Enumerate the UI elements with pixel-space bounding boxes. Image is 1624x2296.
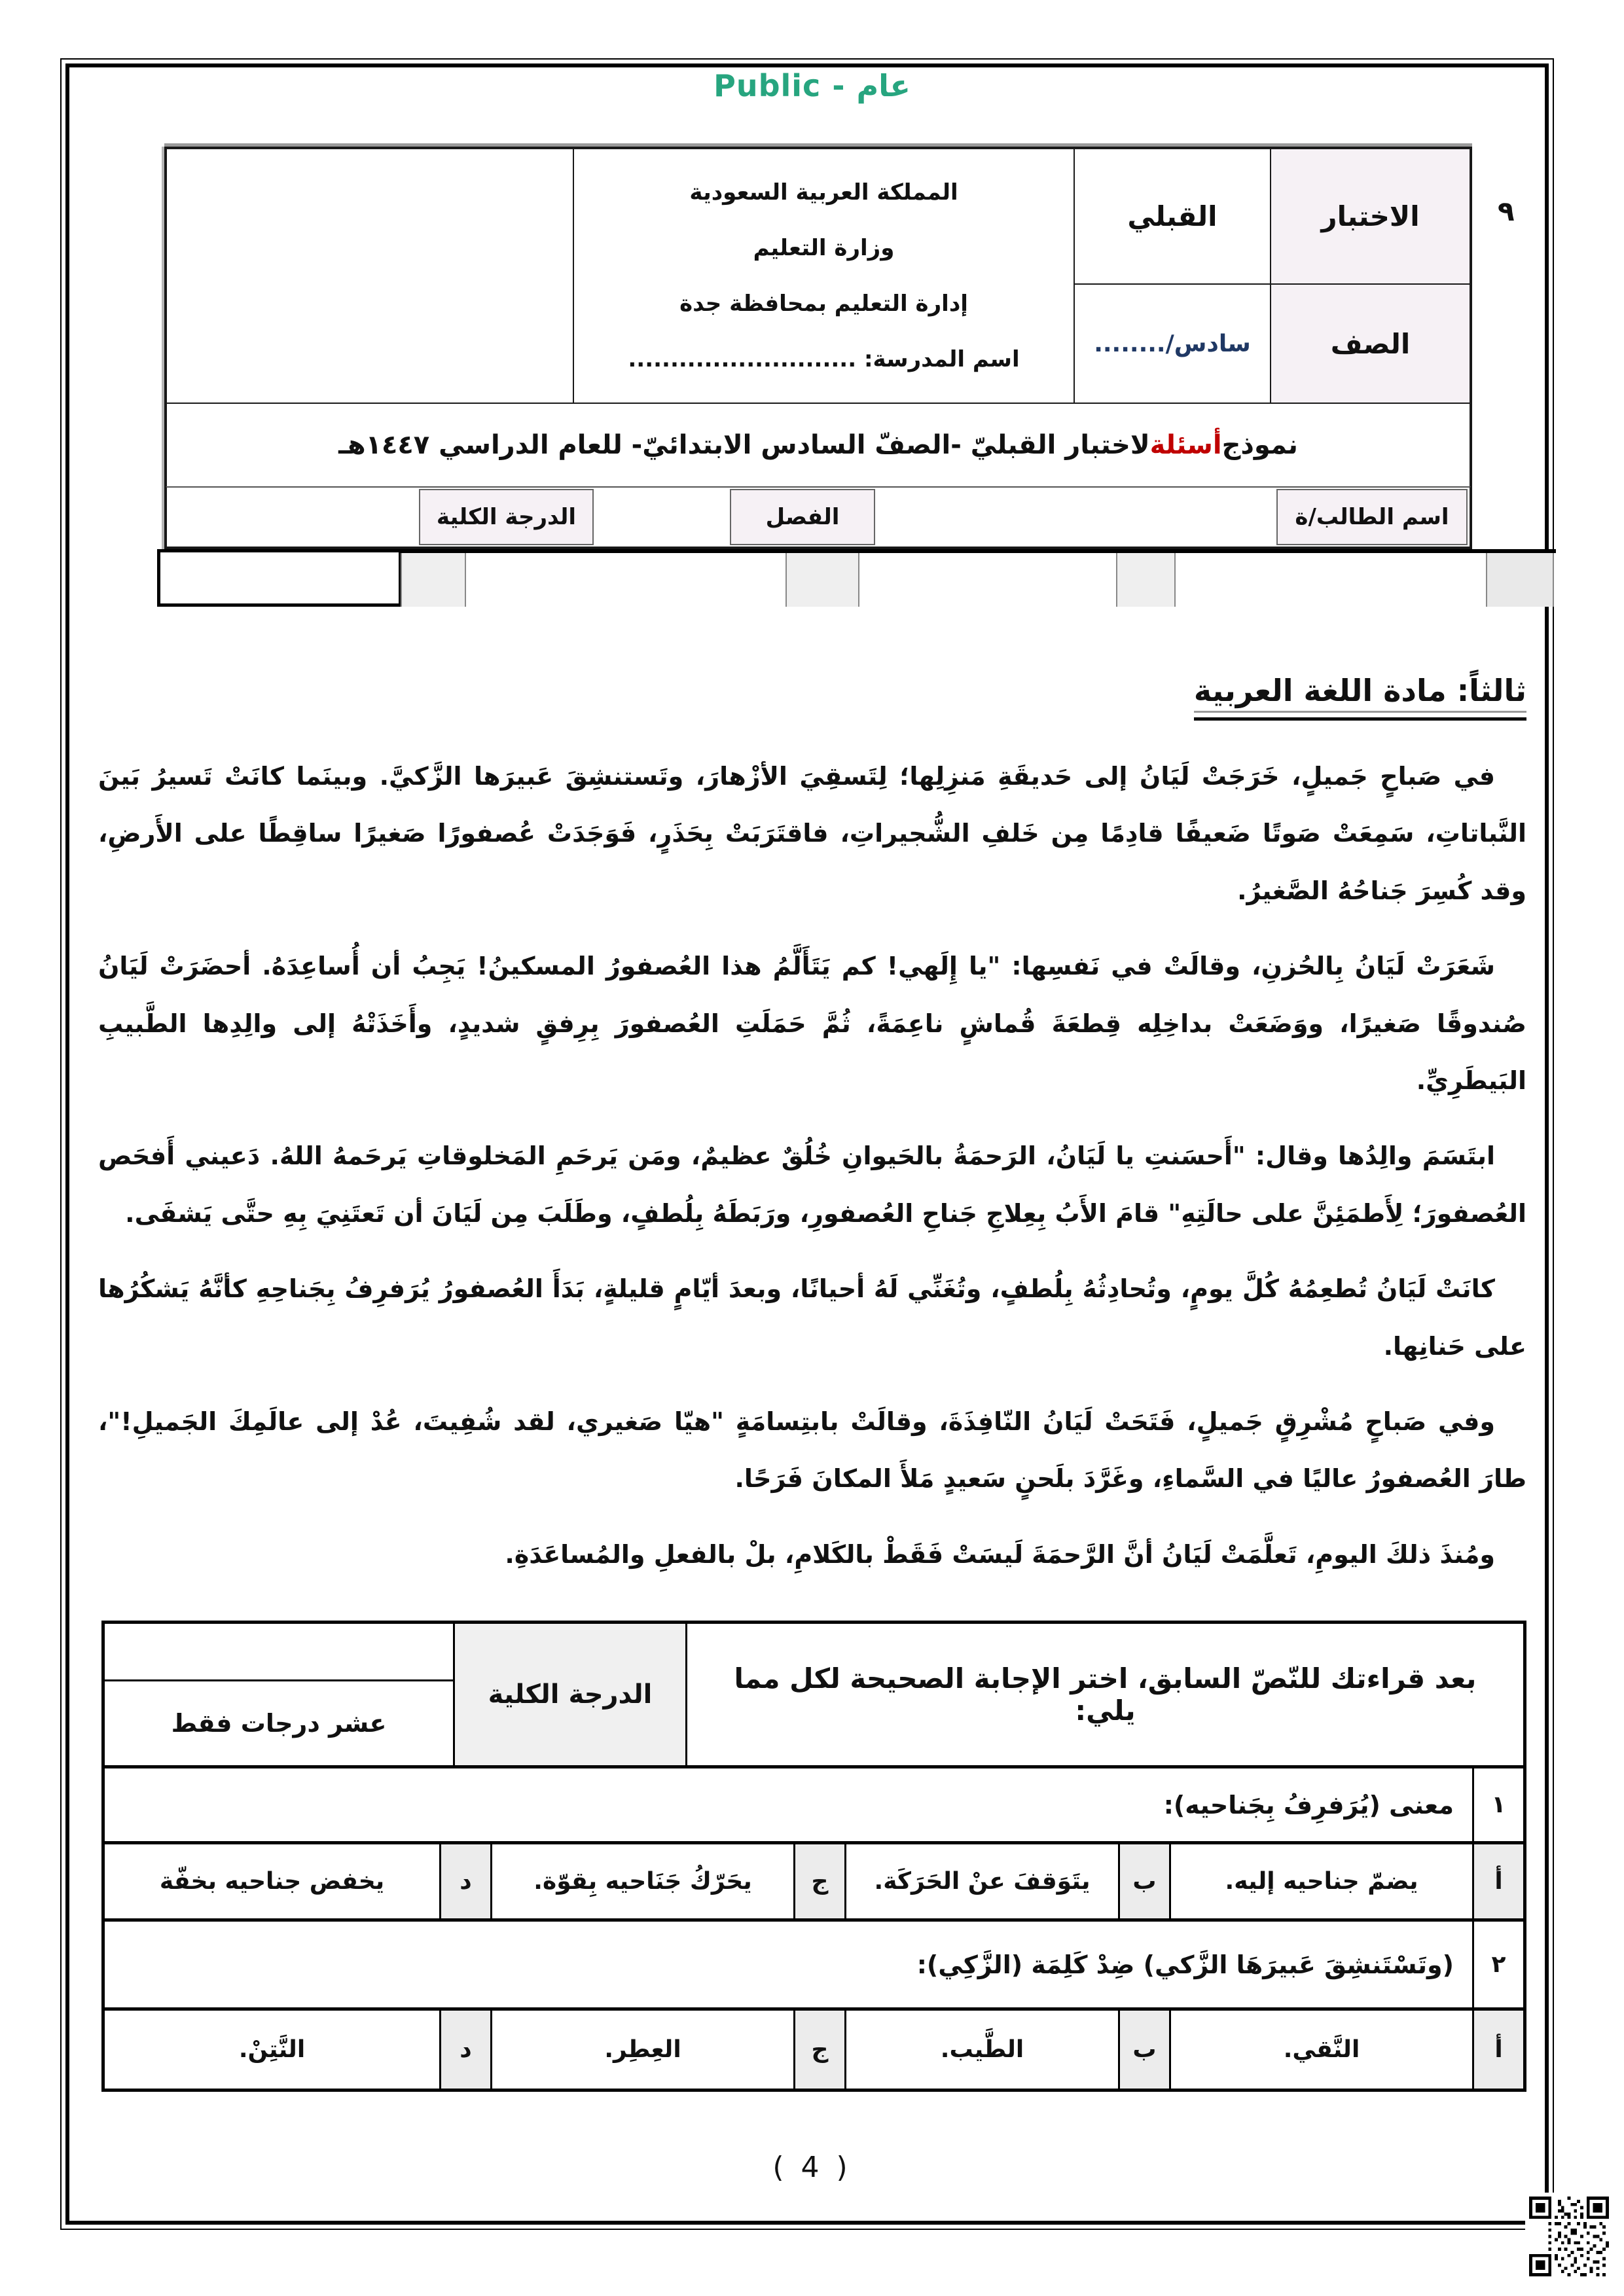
q2-choice-c-letter[interactable]: ج [793,2011,844,2089]
story-paragraph-3: ابتَسَمَ والِدُها وقال: "أَحسَنتِ يا لَيَانُ، الرَحمَةُ بالحَيوانِ خُلُقٌ عظيمٌ، ومَن يَرحَمِ المَخلوقاتِ يَرحَمهُ اللهُ. دَعيني أَفحَص العُصفورَ؛ لِأَطمَئِنَّ على حالَتِهِ" قامَ الأَبُ بِعِلاجِ جَناحِ العُصفورِ، ورَبَطَهُ بِلُطفٍ، وطَلَبَ مِن لَيَانَ أن تَعتَنِيَ بِهِ حتَّى يَشفَى. [98,1141,1526,1228]
quiz-marks-cell [105,1624,453,1765]
question-2-text: (وتَسْتَنشِقَ عَبيرَهَا الزَّكي) ضِدْ كَلِمَة (الزَّكِي): [105,1922,1472,2007]
total-grade-fill-cell[interactable] [157,549,402,607]
logo-placeholder-cell [166,148,574,404]
exam-title-highlight: أسئلة [1149,430,1222,460]
section-heading: ثالثاً: مادة اللغة العربية [1194,673,1526,721]
fill-separator-cell [1486,553,1554,607]
question-row-1 [105,1765,1523,1841]
story-paragraph-2: شَعَرَتْ لَيَانُ بِالحُزنِ، وقالَتْ في نَفسِها: "يا إِلَهي! كم يَتَأَلَّمُ هذا العُصفورُ المسكينُ! يَجِبُ أن أُساعِدَهُ. أحضَرَتْ لَيَانُ صُندوقًا صَغيرًا، ووَضَعَتْ بداخِلِه قِطعَةَ قُماشٍ ناعِمَةً، ثُمَّ حَمَلَتِ العُصفورَ بِرِفقٍ شديدٍ، وأَخَذَتْهُ إلى والِدِها الطَّبيبِ البَيطَرِيِّ. [98,952,1526,1095]
quiz-total-grade-label: الدرجة الكلية [453,1624,685,1765]
ministry-country-line: المملكة العربية السعودية [689,179,958,206]
exam-type-label: الاختبار [1270,148,1471,285]
reading-section [98,673,1526,1602]
quiz-table [101,1621,1526,2092]
school-name-line: اسم المدرسة: ........................... [628,346,1020,372]
question-1-text: معنى (يُرَفرِفُ بِجَناحيه): [105,1768,1472,1841]
total-grade-label: الدرجة الكلية [419,489,594,545]
student-name-label: اسم الطالب/ة [1276,489,1468,545]
exam-title-suffix: لاختبار القبليّ -الصفّ السادس الابتدائيّ- للعام الدراسي ١٤٤٧هـ [338,430,1150,460]
choices-row-2 [105,2007,1523,2089]
q1-choice-c-text[interactable]: يحَرّكُ جَنَاحيه بِقوّة. [490,1844,793,1918]
q1-choice-b-letter[interactable]: ب [1118,1844,1169,1918]
ministry-header-block [573,148,1075,404]
grade-value: سادس/........ [1074,283,1271,404]
q1-choice-c-letter[interactable]: ج [793,1844,844,1918]
quiz-instruction: بعد قراءتك للنّصّ السابق، اختر الإجابة الصحيحة لكل مما يلي: [685,1624,1523,1765]
q1-choice-d-letter[interactable]: د [439,1844,490,1918]
question-1-number: ١ [1472,1768,1523,1841]
story-paragraph-5: وفي صَباحٍ مُشْرِقٍ جَميلٍ، فَتَحَتْ لَيَانُ النّافِذَةَ، وقالَتْ بابتِسامَةٍ "هيّا صَغيري، لقد شُفِيتَ، عُدْ إلى عالَمِكَ الجَميلِ!"، طارَ العُصفورُ عاليًا في السَّماءِ، وغَرَّدَ بلَحنٍ سَعيدٍ مَلأَ المكانَ فَرَحًا. [98,1407,1526,1494]
fill-separator-cell [1116,553,1176,607]
margin-page-number: ٩ [1498,195,1515,227]
grade-label: الصف [1270,283,1471,404]
page-number: ( 4 ) [772,2151,852,2184]
q1-choice-a-letter[interactable]: أ [1472,1844,1523,1918]
q2-choice-c-text[interactable]: العِطِر. [490,2011,793,2089]
exam-title-prefix: نموذج [1221,430,1298,460]
story-paragraph-6: ومُنذَ ذلكَ اليومِ، تَعلَّمَتْ لَيَانُ أنَّ الرَّحمَةَ لَيسَتْ فَقَطْ بالكَلامِ، بلْ بالفعلِ والمُساعَدَةِ. [505,1539,1495,1569]
q2-choice-a-letter[interactable]: أ [1472,2011,1523,2089]
choices-row-1 [105,1841,1523,1918]
fill-separator-cell [785,553,859,607]
classification-label: Public - عام [713,68,911,103]
q2-choice-b-letter[interactable]: ب [1118,2011,1169,2089]
fill-separator-cell [401,553,466,607]
ministry-name-line: وزارة التعليم [753,234,895,261]
story-paragraph-1: في صَباحٍ جَميلٍ، خَرَجَتْ لَيَانُ إلى حَديقَةِ مَنزِلِها؛ لِتَسقِيَ الأزْهارَ، وتَستنشِقَ عَبيرَها الزَّكيَّ. وبينَما كانَتْ تَسيرُ بَينَ النَّباتاتِ، سَمِعَتْ صَوتًا ضَعيفًا قادِمًا مِن خَلفِ الشُّجيراتِ، فاقتَرَبَتْ بِحَذَرٍ، فَوَجَدَتْ عُصفورًا صَغيرًا ساقِطًا على الأَرضِ، وقد كُسِرَ جَناحُهُ الصَّغيرُ. [98,762,1526,905]
quiz-header-row [105,1624,1523,1765]
q1-choice-b-text[interactable]: يتَوَقفَ عنْ الحَرَكَة. [844,1844,1118,1918]
education-administration-line: إدارة التعليم بمحافظة جدة [679,290,968,317]
q1-choice-d-text[interactable]: يخفض جناحيه بخفّة [105,1844,439,1918]
class-label: الفصل [730,489,875,545]
marks-note: عشر درجات فقط [171,1709,387,1738]
exam-type-value: القبلي [1074,148,1271,285]
q2-choice-d-letter[interactable]: د [439,2011,490,2089]
marks-empty-cell[interactable] [105,1624,453,1681]
exam-title [166,403,1471,488]
qr-code [1525,2193,1613,2280]
q2-choice-b-text[interactable]: الطَّيب. [844,2011,1118,2089]
q2-choice-a-text[interactable]: النَّقي. [1169,2011,1472,2089]
question-2-number: ٢ [1472,1922,1523,2007]
q1-choice-a-text[interactable]: يضمّ جناحيه إليه. [1169,1844,1472,1918]
story-paragraph-4: كانَتْ لَيَانُ تُطعِمُهُ كُلَّ يومٍ، وتُحادِثُهُ بِلُطفٍ، وتُغَنِّي لَهُ أحيانًا، وبعدَ أيّامٍ قليلةٍ، بَدَأَ العُصفورُ يُرَفرِفُ بِجَناحِهِ كأنَّهُ يَشكُرُها على حَنانِها. [98,1274,1526,1361]
q2-choice-d-text[interactable]: النَّتِنْ. [105,2011,439,2089]
question-row-2 [105,1918,1523,2007]
